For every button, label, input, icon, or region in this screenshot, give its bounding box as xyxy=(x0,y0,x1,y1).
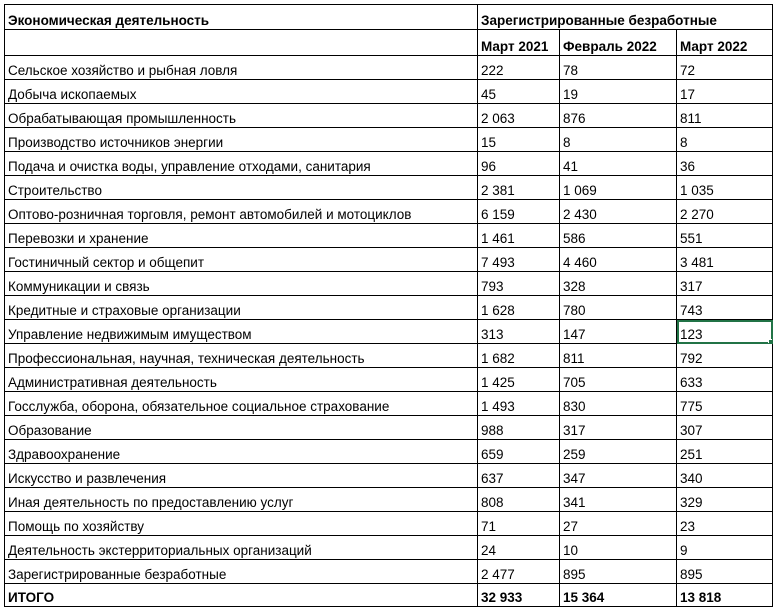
value-cell-feb2022[interactable]: 147 xyxy=(560,320,677,344)
activity-cell[interactable]: Госслужба, оборона, обязательное социальное страхование xyxy=(5,392,478,416)
table-row xyxy=(5,536,773,560)
activity-cell[interactable]: Иная деятельность по предоставлению услуг xyxy=(5,488,478,512)
table-body xyxy=(5,5,773,607)
value-cell-mar2022[interactable]: 23 xyxy=(677,512,773,536)
value-cell-mar2022[interactable]: 329 xyxy=(677,488,773,512)
value-cell-mar2022[interactable]: 8 xyxy=(677,128,773,152)
value-cell-mar2021[interactable]: 96 xyxy=(478,152,560,176)
value-cell-feb2022[interactable]: 19 xyxy=(560,80,677,104)
value-cell-feb2022[interactable]: 1 069 xyxy=(560,176,677,200)
value-cell-mar2021[interactable]: 24 xyxy=(478,536,560,560)
activity-cell[interactable]: Добыча ископаемых xyxy=(5,80,478,104)
table-row xyxy=(5,416,773,440)
value-cell-mar2021[interactable]: 793 xyxy=(478,272,560,296)
activity-cell[interactable]: Искусство и развлечения xyxy=(5,464,478,488)
header-col-feb2022[interactable]: Февраль 2022 xyxy=(560,30,677,56)
table-row xyxy=(5,200,773,224)
value-cell-mar2022[interactable]: 72 xyxy=(677,56,773,80)
value-cell-mar2021[interactable]: 1 628 xyxy=(478,296,560,320)
activity-cell[interactable]: Кредитные и страховые организации xyxy=(5,296,478,320)
value-cell-feb2022[interactable]: 876 xyxy=(560,104,677,128)
value-cell-feb2022[interactable]: 259 xyxy=(560,440,677,464)
value-cell-mar2021[interactable]: 2 477 xyxy=(478,560,560,584)
value-cell-feb2022[interactable]: 895 xyxy=(560,560,677,584)
value-cell-feb2022[interactable]: 317 xyxy=(560,416,677,440)
table-row xyxy=(5,248,773,272)
value-cell-mar2021[interactable]: 1 493 xyxy=(478,392,560,416)
table-row xyxy=(5,560,773,584)
header-col-mar2021[interactable]: Март 2021 xyxy=(478,30,560,56)
activity-cell[interactable]: Гостиничный сектор и общепит xyxy=(5,248,478,272)
value-cell-mar2022[interactable]: 9 xyxy=(677,536,773,560)
activity-cell[interactable]: Деятельность экстерриториальных организаций xyxy=(5,536,478,560)
activity-cell[interactable]: Здравоохранение xyxy=(5,440,478,464)
value-cell-mar2021[interactable]: 313 xyxy=(478,320,560,344)
value-cell-feb2022[interactable]: 586 xyxy=(560,224,677,248)
activity-cell[interactable]: Обрабатывающая промышленность xyxy=(5,104,478,128)
value-cell-mar2022[interactable]: 633 xyxy=(677,368,773,392)
table-row xyxy=(5,392,773,416)
value-cell-mar2021[interactable]: 222 xyxy=(478,56,560,80)
table-row xyxy=(5,488,773,512)
activity-cell[interactable]: Образование xyxy=(5,416,478,440)
value-cell-mar2021[interactable]: 1 682 xyxy=(478,344,560,368)
table-row xyxy=(5,80,773,104)
table-row xyxy=(5,104,773,128)
value-cell-mar2022[interactable]: 307 xyxy=(677,416,773,440)
value-cell-mar2022[interactable]: 251 xyxy=(677,440,773,464)
value-cell-mar2021[interactable]: 71 xyxy=(478,512,560,536)
total-row xyxy=(5,584,773,607)
table-row xyxy=(5,440,773,464)
table-row xyxy=(5,368,773,392)
value-cell-feb2022[interactable]: 811 xyxy=(560,344,677,368)
table-row xyxy=(5,176,773,200)
table-row xyxy=(5,512,773,536)
value-cell-feb2022[interactable]: 4 460 xyxy=(560,248,677,272)
value-cell-feb2022[interactable]: 347 xyxy=(560,464,677,488)
header-row-1 xyxy=(5,5,773,30)
value-cell-mar2021[interactable]: 1 425 xyxy=(478,368,560,392)
table-row xyxy=(5,128,773,152)
activity-cell[interactable]: Помощь по хозяйству xyxy=(5,512,478,536)
value-cell-feb2022[interactable]: 830 xyxy=(560,392,677,416)
value-cell-mar2022[interactable]: 895 xyxy=(677,560,773,584)
total-label-cell[interactable]: ИТОГО xyxy=(5,584,478,607)
value-cell-mar2022[interactable]: 17 xyxy=(677,80,773,104)
value-cell-mar2021[interactable]: 659 xyxy=(478,440,560,464)
value-cell-feb2022[interactable]: 705 xyxy=(560,368,677,392)
value-cell-mar2022[interactable]: 3 481 xyxy=(677,248,773,272)
value-cell-feb2022[interactable]: 78 xyxy=(560,56,677,80)
value-cell-feb2022[interactable]: 27 xyxy=(560,512,677,536)
table-row xyxy=(5,272,773,296)
activity-cell[interactable]: Управление недвижимым имуществом xyxy=(5,320,478,344)
header-col-mar2022[interactable]: Март 2022 xyxy=(677,30,773,56)
activity-cell[interactable]: Производство источников энергии xyxy=(5,128,478,152)
table-row xyxy=(5,224,773,248)
value-cell-mar2022[interactable]: 123 xyxy=(677,320,773,344)
activity-cell[interactable]: Административная деятельность xyxy=(5,368,478,392)
value-cell-mar2021[interactable]: 7 493 xyxy=(478,248,560,272)
value-cell-mar2022[interactable]: 743 xyxy=(677,296,773,320)
value-cell-mar2022[interactable]: 792 xyxy=(677,344,773,368)
total-value-mar2022[interactable]: 13 818 xyxy=(677,584,773,607)
value-cell-mar2021[interactable]: 45 xyxy=(478,80,560,104)
value-cell-mar2022[interactable]: 317 xyxy=(677,272,773,296)
activity-cell[interactable]: Оптово-розничная торговля, ремонт автомобилей и мотоциклов xyxy=(5,200,478,224)
value-cell-mar2022[interactable]: 36 xyxy=(677,152,773,176)
total-value-feb2022[interactable]: 15 364 xyxy=(560,584,677,607)
activity-cell[interactable]: Подача и очистка воды, управление отходами, санитария xyxy=(5,152,478,176)
table-row xyxy=(5,296,773,320)
header-group-cell[interactable]: Зарегистрированные безработные xyxy=(478,5,773,30)
value-cell-mar2021[interactable]: 15 xyxy=(478,128,560,152)
activity-cell[interactable]: Коммуникации и связь xyxy=(5,272,478,296)
value-cell-mar2021[interactable]: 2 381 xyxy=(478,176,560,200)
value-cell-mar2021[interactable]: 808 xyxy=(478,488,560,512)
value-cell-mar2021[interactable]: 637 xyxy=(478,464,560,488)
value-cell-mar2022[interactable]: 1 035 xyxy=(677,176,773,200)
activity-cell[interactable]: Строительство xyxy=(5,176,478,200)
header-activity-cell[interactable]: Экономическая деятельность xyxy=(5,5,478,30)
activity-cell[interactable]: Сельское хозяйство и рыбная ловля xyxy=(5,56,478,80)
table-row xyxy=(5,152,773,176)
value-cell-feb2022[interactable]: 341 xyxy=(560,488,677,512)
table-row xyxy=(5,344,773,368)
value-cell-mar2022[interactable]: 551 xyxy=(677,224,773,248)
value-cell-mar2022[interactable]: 775 xyxy=(677,392,773,416)
header-row-2 xyxy=(5,30,773,56)
unemployment-table xyxy=(4,4,773,607)
value-cell-mar2022[interactable]: 2 270 xyxy=(677,200,773,224)
value-cell-feb2022[interactable]: 8 xyxy=(560,128,677,152)
value-cell-mar2021[interactable]: 988 xyxy=(478,416,560,440)
value-cell-feb2022[interactable]: 41 xyxy=(560,152,677,176)
value-cell-mar2021[interactable]: 1 461 xyxy=(478,224,560,248)
value-cell-feb2022[interactable]: 2 430 xyxy=(560,200,677,224)
value-cell-feb2022[interactable]: 328 xyxy=(560,272,677,296)
table-row xyxy=(5,464,773,488)
table-row xyxy=(5,56,773,80)
table-row xyxy=(5,320,773,344)
activity-cell[interactable]: Профессиональная, научная, техническая деятельность xyxy=(5,344,478,368)
value-cell-mar2022[interactable]: 340 xyxy=(677,464,773,488)
value-cell-mar2022[interactable]: 811 xyxy=(677,104,773,128)
activity-cell[interactable]: Зарегистрированные безработные xyxy=(5,560,478,584)
total-value-mar2021[interactable]: 32 933 xyxy=(478,584,560,607)
value-cell-feb2022[interactable]: 10 xyxy=(560,536,677,560)
header-blank-cell[interactable] xyxy=(5,30,478,56)
activity-cell[interactable]: Перевозки и хранение xyxy=(5,224,478,248)
value-cell-mar2021[interactable]: 2 063 xyxy=(478,104,560,128)
value-cell-feb2022[interactable]: 780 xyxy=(560,296,677,320)
value-cell-mar2021[interactable]: 6 159 xyxy=(478,200,560,224)
